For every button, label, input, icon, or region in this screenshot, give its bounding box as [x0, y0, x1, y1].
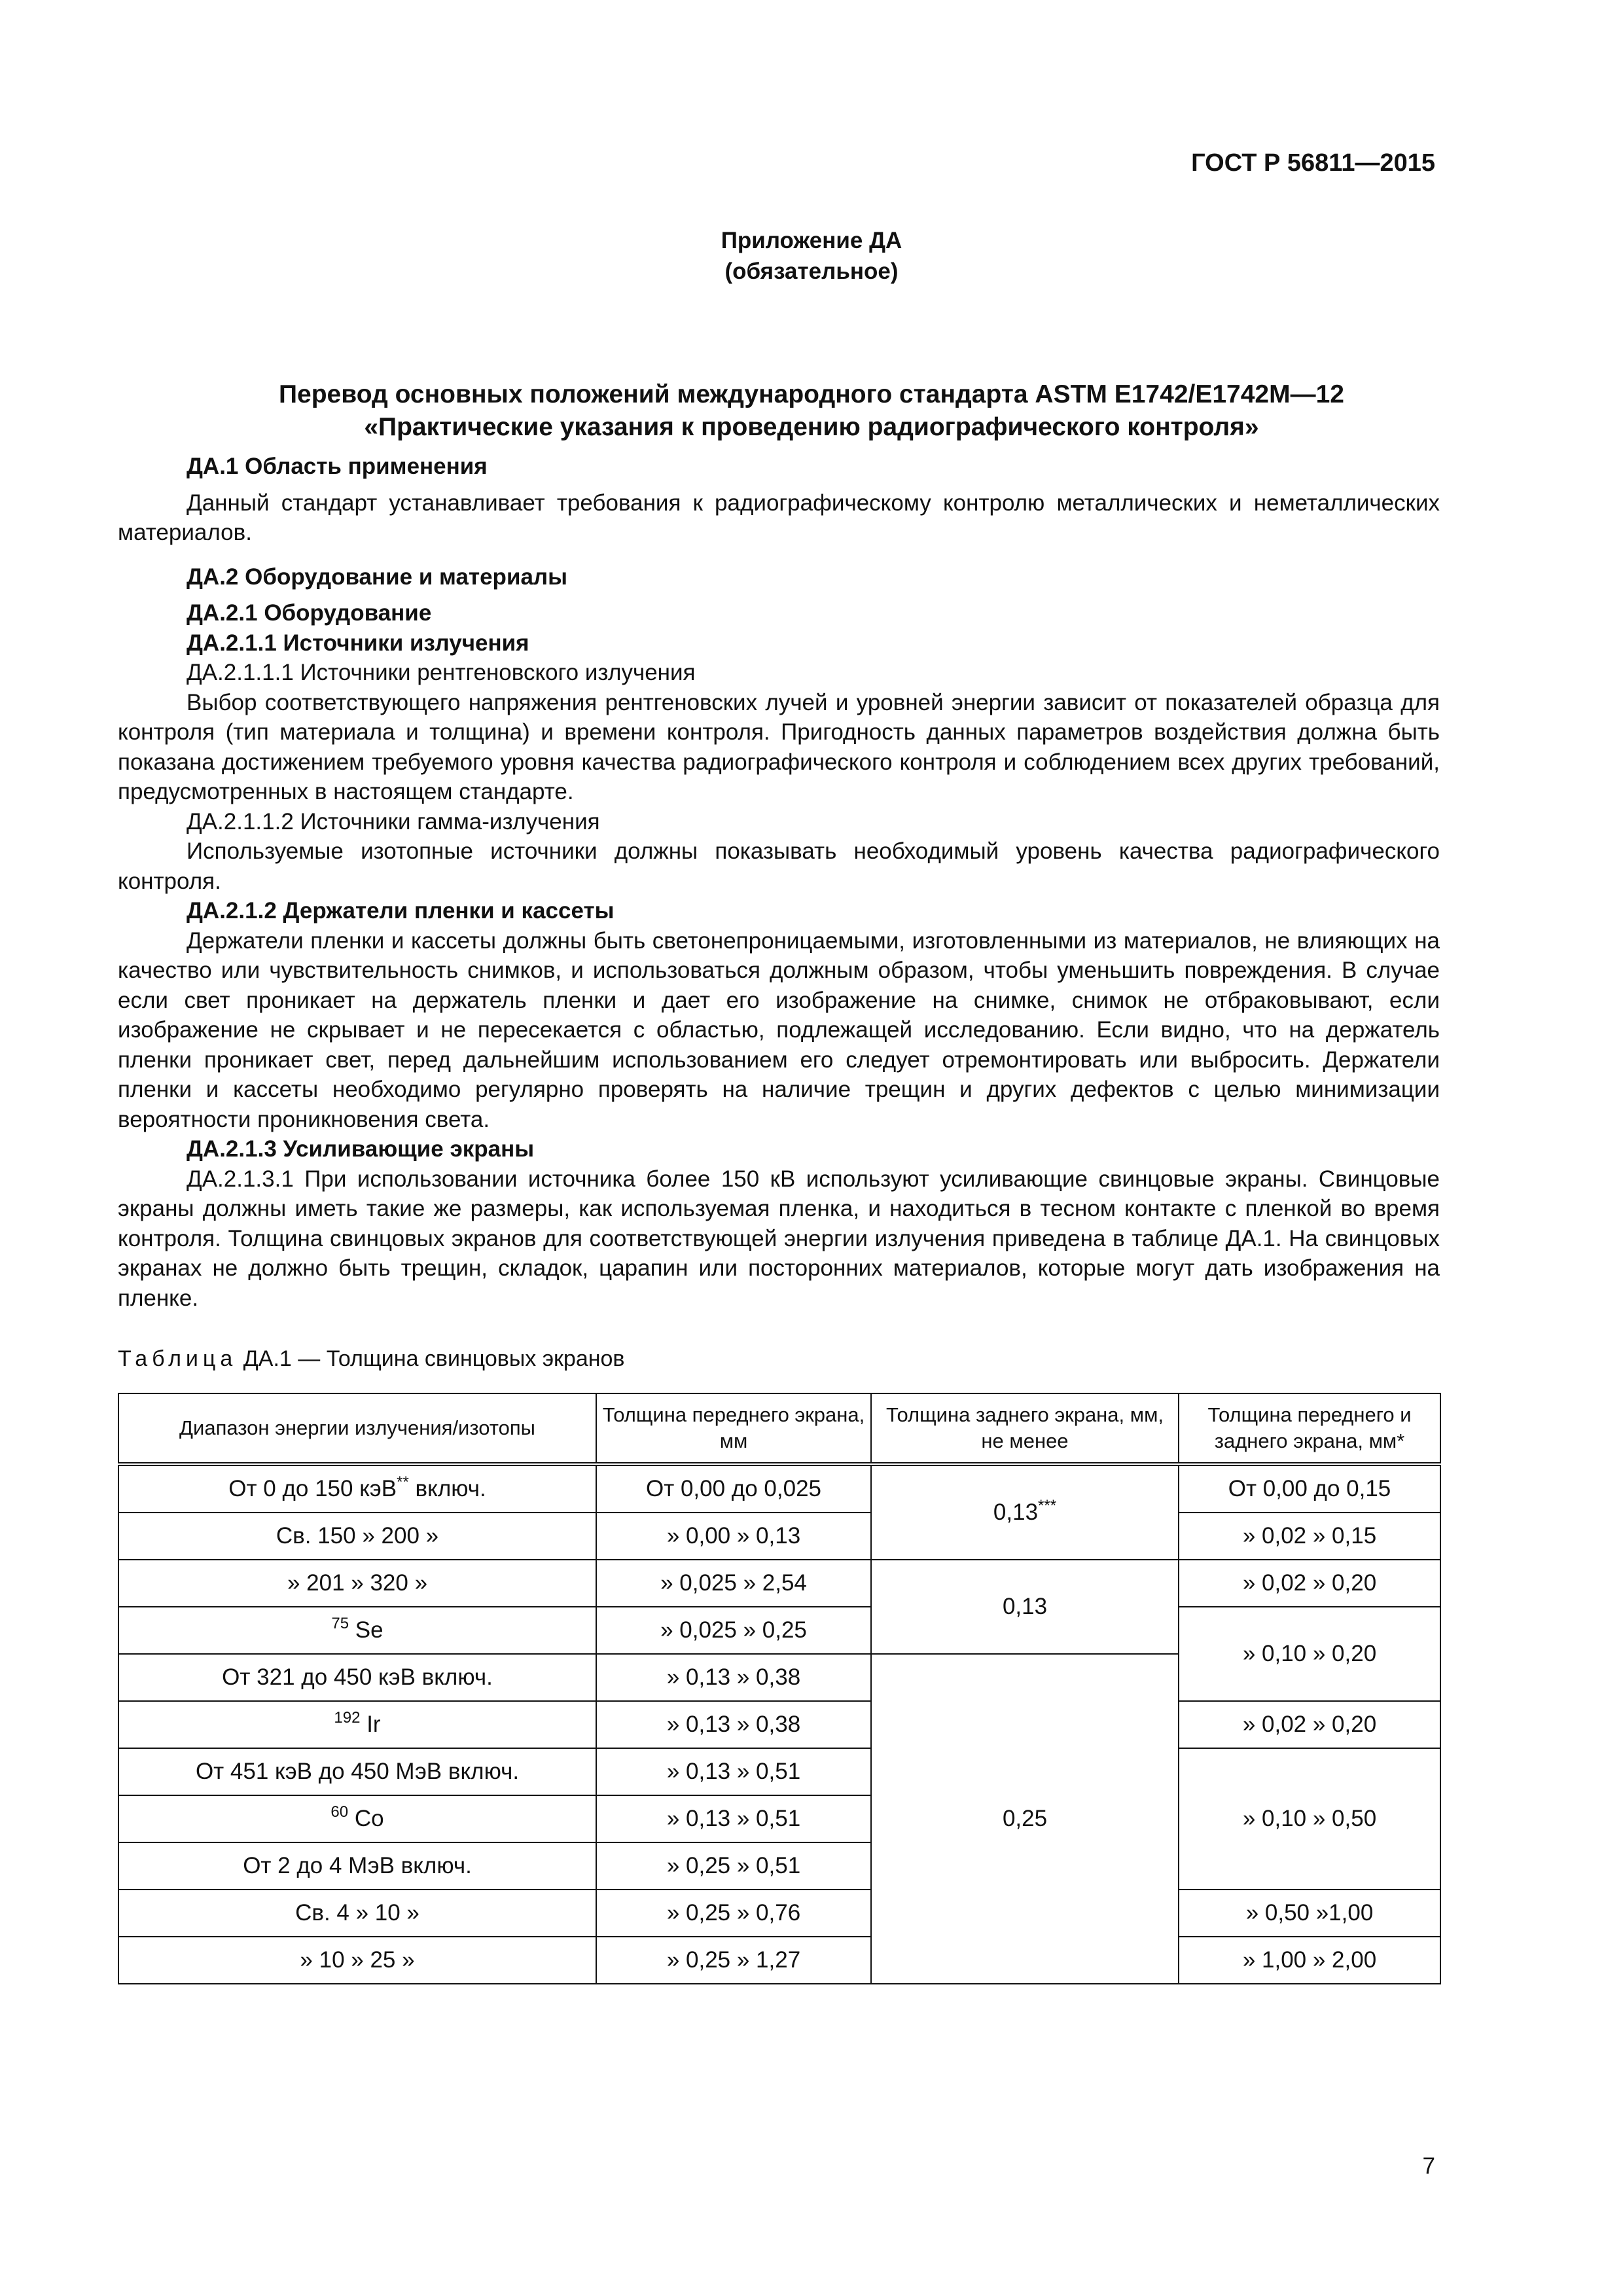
front-thickness-cell: » 0,13 » 0,51 — [596, 1795, 871, 1842]
section-heading: ДА.2.1.3 Усиливающие экраны — [187, 1136, 535, 1162]
table-row — [118, 1937, 1440, 1984]
front-back-thickness-cell: От 0,00 до 0,15 — [1179, 1464, 1440, 1513]
paragraph: Данный стандарт устанавливает требования к радиографическому контролю металлических и неметаллических материалов. — [118, 490, 1440, 545]
energy-range-cell: » 10 » 25 » — [118, 1937, 596, 1984]
header-front-thickness: Толщина переднего экрана, мм — [596, 1393, 871, 1464]
front-thickness-cell: » 0,13 » 0,38 — [596, 1654, 871, 1701]
section-heading: ДА.2.1.1 Источники излучения — [187, 630, 529, 656]
front-back-thickness-cell: » 1,00 » 2,00 — [1179, 1937, 1440, 1984]
front-thickness-cell: От 0,00 до 0,025 — [596, 1464, 871, 1513]
page-number: 7 — [1422, 2153, 1435, 2179]
paragraph: Держатели пленки и кассеты должны быть светонепроницаемыми, изготовленными из материалов, не влияющих на качество или чувствительность снимков, и использоваться должным образом, чтобы уменьшить повреждения. В случае если свет проникает на держатель пленки и дает его изображение на снимке, снимок не отбраковывают, если изображение не скрывает и не пересекается с областью, подлежащей исследованию. Если видно, что на держатель пленки проникает свет, перед дальнейшим использованием его следует отремонтировать или выбросить. Держатели пленки и кассеты необходимо регулярно проверять на наличие трещин и других дефектов с целью минимизации вероятности проникновения света. — [118, 927, 1440, 1132]
table-row — [118, 1607, 1440, 1654]
paragraph: Используемые изотопные источники должны показывать необходимый уровень качества радиографического контроля. — [118, 838, 1440, 894]
table-row — [118, 1513, 1440, 1560]
header-front-back-thickness: Толщина переднего и заднего экрана, мм* — [1179, 1393, 1440, 1464]
front-thickness-cell: » 0,25 » 0,51 — [596, 1842, 871, 1890]
front-thickness-cell: » 0,13 » 0,38 — [596, 1701, 871, 1748]
table-row — [118, 1464, 1440, 1513]
back-thickness-cell: 0,25 — [871, 1654, 1179, 1984]
front-thickness-cell: » 0,025 » 2,54 — [596, 1560, 871, 1607]
table-row — [118, 1560, 1440, 1607]
energy-range-cell: От 451 кэВ до 450 МэВ включ. — [118, 1748, 596, 1795]
isotope-cell: $^{75}$ Se — [118, 1607, 596, 1654]
table-caption-text: ДА.1 — Толщина свинцовых экранов — [243, 1346, 625, 1371]
document-body — [118, 452, 1440, 1313]
energy-range-cell: » 201 » 320 » — [118, 1560, 596, 1607]
table-header-row — [118, 1393, 1440, 1464]
standard-id: ГОСТ Р 56811—2015 — [1191, 149, 1435, 177]
table-row — [118, 1748, 1440, 1795]
main-title-line-1: Перевод основных положений международного стандарта ASTM E1742/E1742M—12 — [279, 380, 1344, 408]
paragraph: Выбор соответствующего напряжения рентгеновских лучей и уровней энергии зависит от показателей образца для контроля (тип материала и толщина) и времени контроля. Пригодность данных параметров воздействия должна быть показана достижением требуемого уровня качества радиографического контроля и соблюдением всех других требований, предусмотренных в настоящем стандарте. — [118, 689, 1440, 804]
table-row — [118, 1701, 1440, 1748]
front-thickness-cell: » 0,25 » 1,27 — [596, 1937, 871, 1984]
front-thickness-cell: » 0,00 » 0,13 — [596, 1513, 871, 1560]
front-thickness-cell: » 0,25 » 0,76 — [596, 1890, 871, 1937]
section-heading: ДА.1 Область применения — [187, 454, 488, 479]
header-energy-range: Диапазон энергии излучения/изотопы — [118, 1393, 596, 1464]
section-heading: ДА.2 Оборудование и материалы — [187, 564, 568, 590]
back-thickness-cell: 0,13*** — [871, 1464, 1179, 1560]
subsection-heading: ДА.2.1.1.2 Источники гамма-излучения — [187, 808, 600, 834]
header-back-thickness: Толщина заднего экрана, мм, не менее — [871, 1393, 1179, 1464]
energy-range-cell: Св. 4 » 10 » — [118, 1890, 596, 1937]
table-caption-label: Таблица — [118, 1346, 238, 1371]
back-thickness-cell: 0,13 — [871, 1560, 1179, 1654]
front-back-thickness-cell: » 0,02 » 0,20 — [1179, 1560, 1440, 1607]
front-back-thickness-cell: » 0,10 » 0,20 — [1179, 1607, 1440, 1701]
table-caption — [118, 1346, 625, 1372]
subsection-heading: ДА.2.1.1.1 Источники рентгеновского излучения — [187, 660, 696, 685]
energy-range-cell: От 0 до 150 кэВ** включ. — [118, 1464, 596, 1513]
front-thickness-cell: » 0,13 » 0,51 — [596, 1748, 871, 1795]
front-thickness-cell: » 0,025 » 0,25 — [596, 1607, 871, 1654]
table-row — [118, 1890, 1440, 1937]
section-heading: ДА.2.1 Оборудование — [187, 600, 432, 626]
energy-range-cell: Св. 150 » 200 » — [118, 1513, 596, 1560]
front-back-thickness-cell: » 0,02 » 0,20 — [1179, 1701, 1440, 1748]
annex-status: (обязательное) — [724, 259, 899, 284]
lead-screens-table — [118, 1393, 1441, 1984]
front-back-thickness-cell: » 0,50 »1,00 — [1179, 1890, 1440, 1937]
front-back-thickness-cell: » 0,10 » 0,50 — [1179, 1748, 1440, 1890]
section-heading: ДА.2.1.2 Держатели пленки и кассеты — [187, 898, 615, 924]
isotope-cell: $^{60}$ Co — [118, 1795, 596, 1842]
main-title-line-2: «Практические указания к проведению радиографического контроля» — [364, 413, 1259, 441]
energy-range-cell: От 321 до 450 кэВ включ. — [118, 1654, 596, 1701]
annex-title: Приложение ДА — [721, 228, 902, 253]
front-back-thickness-cell: » 0,02 » 0,15 — [1179, 1513, 1440, 1560]
energy-range-cell: От 2 до 4 МэВ включ. — [118, 1842, 596, 1890]
paragraph: ДА.2.1.3.1 При использовании источника более 150 кВ используют усиливающие свинцовые экраны. Свинцовые экраны должны иметь такие же размеры, как используемая пленка, и находиться в тесном контакте с пленкой во время контроля. Толщина свинцовых экранов для соответствующей энергии излучения приведена в таблице ДА.1. На свинцовых экранах не должно быть трещин, складок, царапин или посторонних материалов, которые могут дать изображения на пленке. — [118, 1166, 1440, 1311]
isotope-cell: $^{192}$ Ir — [118, 1701, 596, 1748]
